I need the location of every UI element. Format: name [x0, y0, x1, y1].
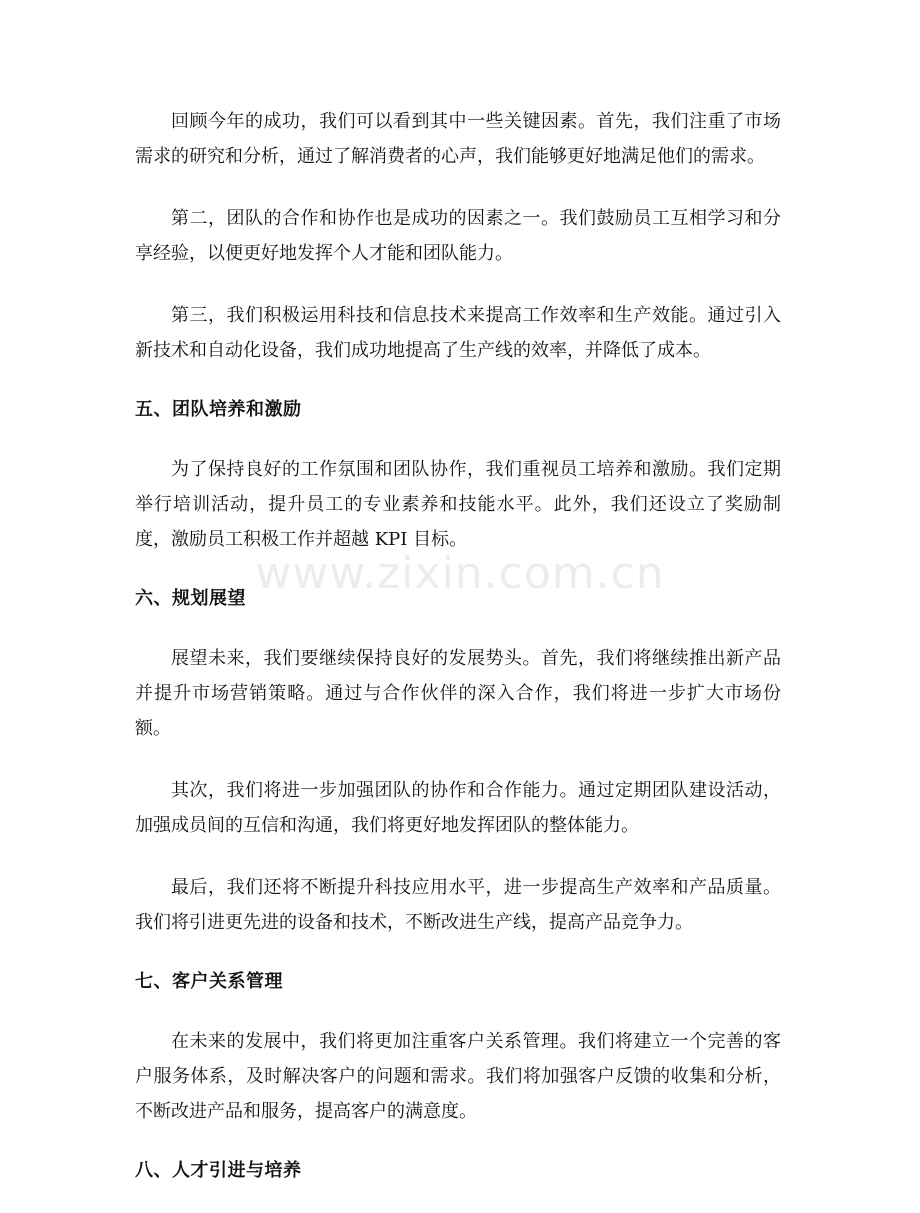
- section-heading-talent: 八、人才引进与培养: [135, 1160, 302, 1181]
- section-heading-outlook: 六、规划展望: [135, 588, 246, 609]
- paragraph-success-factors: 回顾今年的成功，我们可以看到其中一些关键因素。首先，我们注重了市场需求的研究和分析，通过了解消费者的心声，我们能够更好地满足他们的需求。: [135, 111, 781, 167]
- paragraph-outlook-team: 其次，我们将进一步加强团队的协作和合作能力。通过定期团队建设活动，加强成员间的互信和沟通，我们将更好地发挥团队的整体能力。: [135, 780, 781, 836]
- paragraph-technology: 第三，我们积极运用科技和信息技术来提高工作效率和生产效能。通过引入新技术和自动化设备，我们成功地提高了生产线的效率，并降低了成本。: [135, 305, 781, 361]
- paragraph-outlook-technology: 最后，我们还将不断提升科技应用水平，进一步提高生产效率和产品质量。我们将引进更先进的设备和技术，不断改进生产线，提高产品竞争力。: [135, 877, 781, 933]
- paragraph-outlook-market: 展望未来，我们要继续保持良好的发展势头。首先，我们将继续推出新产品并提升市场营销策略。通过与合作伙伴的深入合作，我们将进一步扩大市场份额。: [135, 648, 781, 739]
- watermark: www.zixin.com.cn: [255, 548, 665, 599]
- paragraph-training-incentives: 为了保持良好的工作氛围和团队协作，我们重视员工培养和激励。我们定期举行培训活动，提升员工的专业素养和技能水平。此外，我们还设立了奖励制度，激励员工积极工作并超越 KPI 目标。: [135, 459, 781, 550]
- document-body: [135, 104, 781, 1213]
- paragraph-teamwork: 第二，团队的合作和协作也是成功的因素之一。我们鼓励员工互相学习和分享经验，以便更好地发挥个人才能和团队能力。: [135, 208, 781, 264]
- section-heading-customer-relations: 七、客户关系管理: [135, 971, 283, 992]
- section-heading-team-training: 五、团队培养和激励: [135, 399, 302, 420]
- paragraph-customer-relations: 在未来的发展中，我们将更加注重客户关系管理。我们将建立一个完善的客户服务体系，及时解决客户的问题和需求。我们将加强客户反馈的收集和分析，不断改进产品和服务，提高客户的满意度。: [135, 1031, 781, 1122]
